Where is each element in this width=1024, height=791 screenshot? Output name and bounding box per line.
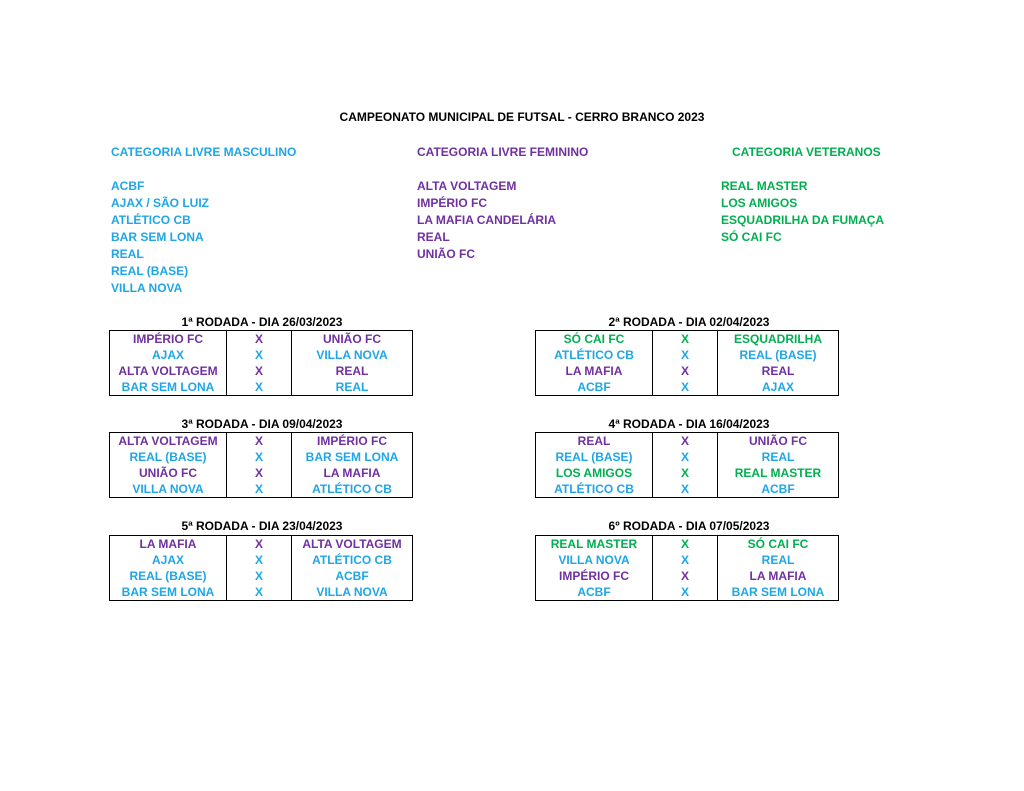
match-row — [536, 552, 839, 568]
away-team: REAL — [718, 552, 839, 568]
match-row — [110, 347, 413, 363]
away-team: REAL — [292, 363, 413, 379]
team-item: REAL — [417, 230, 450, 244]
round-title: 2ª RODADA - DIA 02/04/2023 — [608, 315, 770, 329]
match-row — [110, 379, 413, 396]
match-table-round-5 — [109, 535, 413, 601]
match-row — [110, 481, 413, 498]
home-team: IMPÉRIO FC — [110, 331, 227, 348]
versus-mark: X — [653, 449, 718, 465]
away-team: AJAX — [718, 379, 839, 396]
match-row — [536, 363, 839, 379]
round-title: 3ª RODADA - DIA 09/04/2023 — [181, 417, 343, 431]
category-header-feminino: CATEGORIA LIVRE FEMININO — [417, 145, 589, 159]
home-team: LOS AMIGOS — [536, 465, 653, 481]
home-team: REAL — [536, 433, 653, 450]
away-team: VILLA NOVA — [292, 347, 413, 363]
team-item: ACBF — [111, 179, 145, 193]
team-item: ALTA VOLTAGEM — [417, 179, 517, 193]
home-team: LA MAFIA — [536, 363, 653, 379]
round-title: 1ª RODADA - DIA 26/03/2023 — [181, 315, 343, 329]
home-team: REAL (BASE) — [110, 568, 227, 584]
team-item: REAL (BASE) — [111, 264, 189, 278]
home-team: REAL (BASE) — [110, 449, 227, 465]
round-title: 6º RODADA - DIA 07/05/2023 — [608, 519, 770, 533]
versus-mark: X — [227, 363, 292, 379]
versus-mark: X — [653, 536, 718, 553]
away-team: UNIÃO FC — [292, 331, 413, 348]
versus-mark: X — [227, 568, 292, 584]
versus-mark: X — [227, 465, 292, 481]
match-row — [110, 449, 413, 465]
page-title: CAMPEONATO MUNICIPAL DE FUTSAL - CERRO BRANCO 2023 — [339, 110, 705, 124]
home-team: BAR SEM LONA — [110, 584, 227, 601]
match-row — [110, 465, 413, 481]
match-row — [536, 379, 839, 396]
away-team: REAL — [718, 363, 839, 379]
versus-mark: X — [227, 379, 292, 396]
home-team: ACBF — [536, 379, 653, 396]
team-item: SÓ CAI FC — [721, 230, 782, 244]
away-team: ALTA VOLTAGEM — [292, 536, 413, 553]
round-title: 4ª RODADA - DIA 16/04/2023 — [608, 417, 770, 431]
away-team: ATLÉTICO CB — [292, 552, 413, 568]
versus-mark: X — [653, 481, 718, 498]
match-row — [536, 331, 839, 348]
home-team: SÓ CAI FC — [536, 331, 653, 348]
match-row — [536, 584, 839, 601]
home-team: ACBF — [536, 584, 653, 601]
versus-mark: X — [653, 363, 718, 379]
team-list-veteranos — [721, 178, 884, 246]
match-table-round-3 — [109, 432, 413, 498]
away-team: LA MAFIA — [292, 465, 413, 481]
match-row — [110, 433, 413, 450]
team-item: REAL — [111, 247, 144, 261]
match-row — [110, 331, 413, 348]
category-header-masculino: CATEGORIA LIVRE MASCULINO — [111, 145, 297, 159]
match-row — [536, 347, 839, 363]
team-item: UNIÃO FC — [417, 247, 475, 261]
match-row — [110, 584, 413, 601]
home-team: AJAX — [110, 347, 227, 363]
away-team: IMPÉRIO FC — [292, 433, 413, 450]
match-row — [536, 433, 839, 450]
away-team: BAR SEM LONA — [718, 584, 839, 601]
away-team: UNIÃO FC — [718, 433, 839, 450]
away-team: REAL (BASE) — [718, 347, 839, 363]
away-team: VILLA NOVA — [292, 584, 413, 601]
match-row — [110, 552, 413, 568]
team-item: LOS AMIGOS — [721, 196, 798, 210]
match-row — [110, 363, 413, 379]
team-list-feminino — [417, 178, 556, 263]
versus-mark: X — [653, 379, 718, 396]
versus-mark: X — [227, 552, 292, 568]
away-team: LA MAFIA — [718, 568, 839, 584]
versus-mark: X — [227, 433, 292, 450]
match-row — [536, 449, 839, 465]
home-team: ALTA VOLTAGEM — [110, 433, 227, 450]
away-team: ACBF — [718, 481, 839, 498]
match-row — [110, 568, 413, 584]
versus-mark: X — [227, 449, 292, 465]
versus-mark: X — [227, 481, 292, 498]
team-list-masculino — [111, 178, 209, 297]
home-team: ALTA VOLTAGEM — [110, 363, 227, 379]
away-team: ACBF — [292, 568, 413, 584]
versus-mark: X — [227, 536, 292, 553]
round-title: 5ª RODADA - DIA 23/04/2023 — [181, 519, 343, 533]
team-item: IMPÉRIO FC — [417, 196, 488, 210]
home-team: AJAX — [110, 552, 227, 568]
home-team: ATLÉTICO CB — [536, 481, 653, 498]
home-team: BAR SEM LONA — [110, 379, 227, 396]
away-team: REAL MASTER — [718, 465, 839, 481]
match-row — [536, 465, 839, 481]
home-team: LA MAFIA — [110, 536, 227, 553]
team-item: REAL MASTER — [721, 179, 808, 193]
home-team: IMPÉRIO FC — [536, 568, 653, 584]
match-table-round-1 — [109, 330, 413, 396]
versus-mark: X — [653, 347, 718, 363]
away-team: REAL — [292, 379, 413, 396]
versus-mark: X — [227, 584, 292, 601]
versus-mark: X — [653, 331, 718, 348]
team-item: ESQUADRILHA DA FUMAÇA — [721, 213, 885, 227]
versus-mark: X — [653, 433, 718, 450]
home-team: UNIÃO FC — [110, 465, 227, 481]
team-item: VILLA NOVA — [111, 281, 183, 295]
versus-mark: X — [653, 465, 718, 481]
home-team: ATLÉTICO CB — [536, 347, 653, 363]
away-team: REAL — [718, 449, 839, 465]
away-team: ATLÉTICO CB — [292, 481, 413, 498]
match-row — [536, 481, 839, 498]
versus-mark: X — [227, 331, 292, 348]
versus-mark: X — [653, 584, 718, 601]
away-team: SÓ CAI FC — [718, 536, 839, 553]
versus-mark: X — [227, 347, 292, 363]
versus-mark: X — [653, 552, 718, 568]
versus-mark: X — [653, 568, 718, 584]
match-row — [536, 568, 839, 584]
home-team: VILLA NOVA — [110, 481, 227, 498]
team-item: ATLÉTICO CB — [111, 213, 191, 227]
home-team: REAL MASTER — [536, 536, 653, 553]
match-row — [536, 536, 839, 553]
category-header-veteranos: CATEGORIA VETERANOS — [732, 145, 881, 159]
home-team: REAL (BASE) — [536, 449, 653, 465]
team-item: LA MAFIA CANDELÁRIA — [417, 213, 557, 227]
team-item: AJAX / SÃO LUIZ — [111, 196, 210, 210]
away-team: BAR SEM LONA — [292, 449, 413, 465]
home-team: VILLA NOVA — [536, 552, 653, 568]
match-table-round-4 — [535, 432, 839, 498]
match-table-round-6 — [535, 535, 839, 601]
away-team: ESQUADRILHA — [718, 331, 839, 348]
match-table-round-2 — [535, 330, 839, 396]
team-item: BAR SEM LONA — [111, 230, 204, 244]
match-row — [110, 536, 413, 553]
